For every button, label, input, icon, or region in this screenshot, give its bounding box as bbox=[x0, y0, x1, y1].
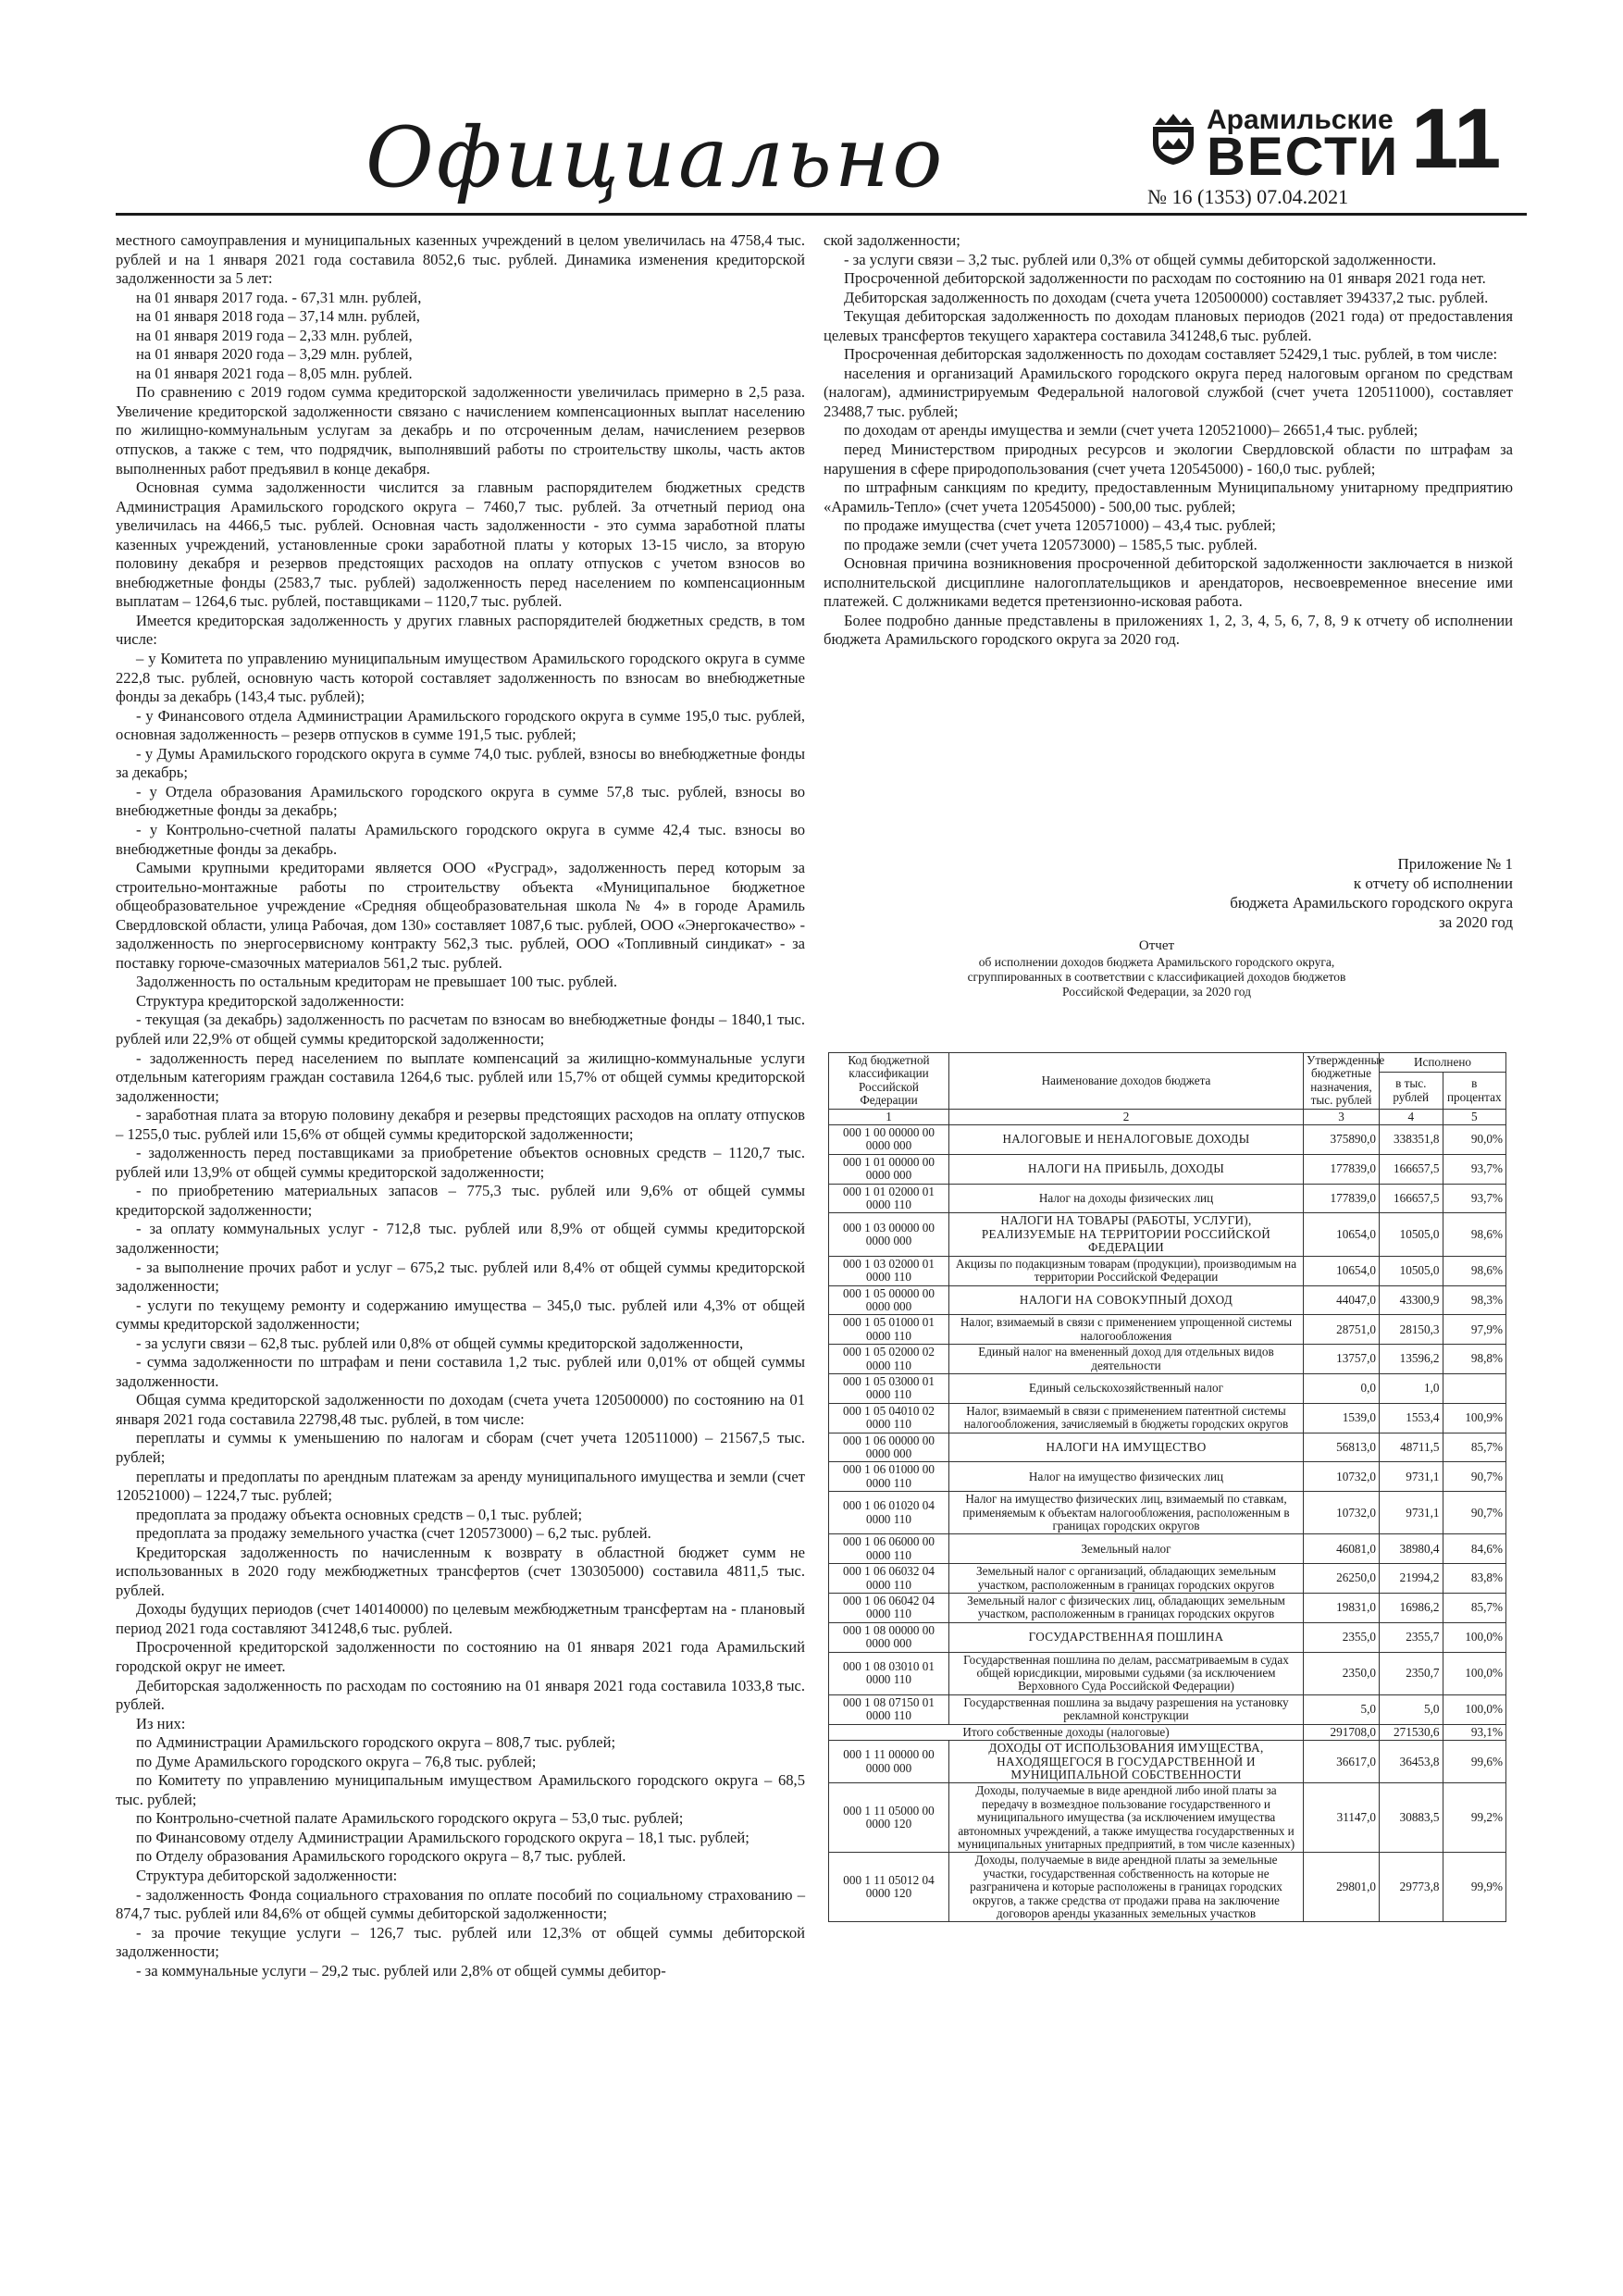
cell-name: Доходы, получаемые в виде арендной либо иной платы за передачу в возмездное пользование государственного и муниципального имущества (за исключением имущества автономных учреждений, а также имущества государственных и муниципальных унитарных предприятий, в том числе казенных) bbox=[949, 1783, 1304, 1853]
cell-approved: 44047,0 bbox=[1304, 1285, 1380, 1315]
table-row bbox=[829, 1315, 1506, 1345]
cell-code: 000 1 06 06032 04 0000 110 bbox=[829, 1564, 949, 1594]
paragraph: - заработная плата за вторую половину декабря и резервы предстоящих расходов на оплату отпусков – 1255,0 тыс. рублей или 15,6% от общей суммы кредиторской задолженности; bbox=[116, 1106, 805, 1143]
cell-code: 000 1 06 01020 04 0000 110 bbox=[829, 1492, 949, 1534]
cell-approved: 29801,0 bbox=[1304, 1853, 1380, 1922]
report-subtitle: Российской Федерации, за 2020 год bbox=[1062, 985, 1251, 999]
paragraph: по продаже земли (счет учета 120573000) – 1585,5 тыс. рублей. bbox=[844, 535, 1258, 553]
cell-executed: 5,0 bbox=[1380, 1694, 1443, 1724]
logo-line-1: Арамильские bbox=[1207, 105, 1394, 135]
newspaper-logo bbox=[1147, 97, 1406, 187]
cell-pct: 100,9% bbox=[1443, 1403, 1506, 1433]
cell-approved: 10732,0 bbox=[1304, 1492, 1380, 1534]
cell-approved: 2355,0 bbox=[1304, 1622, 1380, 1652]
table-body bbox=[829, 1125, 1506, 1922]
cell-pct: 99,2% bbox=[1443, 1783, 1506, 1853]
paragraph: По сравнению с 2019 годом сумма кредиторской задолженности увеличилась примерно в 2,5 раза. Увеличение кредиторской задолженности связано с начислением компенсационных выплат населению по жилищно-коммунальным услугам за декабрь и по отсроченным делам, начислением резервов отпусков, а также с тем, что подрядчик, выполнявший работы по строительству школы, часть актов выполненных работ предъявил в конце декабря. bbox=[116, 383, 805, 478]
paragraph: Дебиторская задолженность по доходам (счета учета 120500000) составляет 394337,2 тыс. рублей. bbox=[844, 288, 1489, 306]
cell-code: 000 1 11 00000 00 0000 000 bbox=[829, 1741, 949, 1783]
paragraph: Самыми крупными кредиторами является ООО «Русград», задолженность перед которым за строительно-монтажные работы по строительству объекта «Муниципальное бюджетное общеобразовательное учреждение «Средняя общеобразовательная школа № 4» в городе Арамиль Свердловской области, улица Рабочая, дом 130» составляет 1087,6 тыс. рублей, ООО «Энергокачество» - задолженность по энергосервисному контракту 562,3 тыс. рублей, ООО «Топливный синдикат» - за поставку горюче-смазочных материалов 561,2 тыс. рублей. bbox=[116, 859, 805, 972]
revenue-table bbox=[828, 1052, 1506, 1922]
table-row bbox=[829, 1594, 1506, 1623]
table-row bbox=[829, 1433, 1506, 1462]
cell-name: Земельный налог с организаций, обладающих земельным участком, расположенным в границах городских округов bbox=[949, 1564, 1304, 1594]
table-row bbox=[829, 1783, 1506, 1853]
header-approved: Утвержденные бюджетные назначения, тыс. рублей bbox=[1304, 1053, 1380, 1110]
table-row bbox=[829, 1724, 1506, 1740]
appendix-line: за 2020 год bbox=[1439, 913, 1513, 931]
table-row bbox=[829, 1652, 1506, 1694]
cell-pct: 90,0% bbox=[1443, 1125, 1506, 1155]
section-title: Официально bbox=[365, 109, 946, 206]
cell-executed: 9731,1 bbox=[1380, 1492, 1443, 1534]
header-executed: Исполнено bbox=[1380, 1053, 1506, 1073]
paragraph: ской задолженности; bbox=[824, 231, 960, 249]
cell-approved: 36617,0 bbox=[1304, 1741, 1380, 1783]
cell-name: Земельный налог bbox=[949, 1534, 1304, 1564]
paragraph: на 01 января 2018 года – 37,14 млн. рублей, bbox=[136, 307, 420, 326]
coat-of-arms-icon bbox=[1147, 112, 1199, 166]
cell-executed: 13596,2 bbox=[1380, 1345, 1443, 1374]
paragraph: перед Министерством природных ресурсов и экологии Свердловской области по штрафам за нарушения в сфере природопользования (счет учета 120545000) - 160,0 тыс. рублей; bbox=[824, 441, 1513, 478]
paragraph: - у Контрольно-счетной палаты Арамильского городского округа в сумме 42,4 тыс. взносы во внебюджетные фонды за декабрь. bbox=[116, 820, 805, 858]
cell-name: Налог, взимаемый в связи с применением упрощенной системы налогообложения bbox=[949, 1315, 1304, 1345]
cell-executed: 38980,4 bbox=[1380, 1534, 1443, 1564]
cell-name: Доходы, получаемые в виде арендной платы за земельные участки, государственная собственность на которые не разграничена и которые расположены в границах городских округов, а также средства от продажи права на заключение договоров аренды указанных земельных участков bbox=[949, 1853, 1304, 1922]
table-row bbox=[829, 1345, 1506, 1374]
cell-code: 000 1 11 05000 00 0000 120 bbox=[829, 1783, 949, 1853]
cell-name: Итого собственные доходы (налоговые) bbox=[829, 1724, 1304, 1740]
paragraph: - текущая (за декабрь) задолженность по расчетам по взносам во внебюджетные фонды – 1840,1 тыс. рублей или 22,9% от общей суммы кредиторской задолженности; bbox=[116, 1011, 805, 1048]
table-row bbox=[829, 1462, 1506, 1492]
paragraph: по Финансовому отделу Администрации Арамильского городского округа – 18,1 тыс. рублей; bbox=[136, 1828, 750, 1846]
cell-pct: 97,9% bbox=[1443, 1315, 1506, 1345]
cell-executed: 166657,5 bbox=[1380, 1154, 1443, 1184]
paragraph: - у Думы Арамильского городского округа в сумме 74,0 тыс. рублей, взносы во внебюджетные фонды за декабрь; bbox=[116, 744, 805, 782]
paragraph: по Думе Арамильского городского округа – 76,8 тыс. рублей; bbox=[136, 1752, 537, 1770]
cell-name: ГОСУДАРСТВЕННАЯ ПОШЛИНА bbox=[949, 1622, 1304, 1652]
paragraph: переплаты и предоплаты по арендным платежам за аренду муниципального имущества и земли (счет 120521000) – 1224,7 тыс. рублей; bbox=[116, 1467, 805, 1505]
paragraph: - по приобретению материальных запасов – 775,3 тыс. рублей или 9,6% от общей суммы кредиторской задолженности; bbox=[116, 1182, 805, 1219]
cell-name: Единый сельскохозяйственный налог bbox=[949, 1373, 1304, 1403]
cell-pct: 93,7% bbox=[1443, 1184, 1506, 1213]
cell-approved: 375890,0 bbox=[1304, 1125, 1380, 1155]
header-code: Код бюджетной классификации Российской Федерации bbox=[829, 1053, 949, 1110]
cell-approved: 56813,0 bbox=[1304, 1433, 1380, 1462]
cell-pct: 98,3% bbox=[1443, 1285, 1506, 1315]
cell-approved: 177839,0 bbox=[1304, 1154, 1380, 1184]
cell-executed: 48711,5 bbox=[1380, 1433, 1443, 1462]
cell-code: 000 1 08 00000 00 0000 000 bbox=[829, 1622, 949, 1652]
cell-pct: 90,7% bbox=[1443, 1492, 1506, 1534]
cell-executed: 29773,8 bbox=[1380, 1853, 1443, 1922]
paragraph: - сумма задолженности по штрафам и пени составила 1,2 тыс. рублей или 0,01% от общей суммы задолженности. bbox=[116, 1353, 805, 1390]
issue-number: № 16 (1353) 07.04.2021 bbox=[1147, 185, 1349, 208]
left-column bbox=[116, 231, 805, 1980]
paragraph: местного самоуправления и муниципальных казенных учреждений в целом увеличилась на 4758,4 тыс. рублей и на 1 января 2021 года составила 8052,6 тыс. рублей. Динамика изменения кредиторской задолженности за 5 лет: bbox=[116, 231, 805, 288]
paragraph: - задолженность перед поставщиками за приобретение объектов основных средств – 1120,7 тыс. рублей или 13,9% от общей суммы кредиторской задолженности; bbox=[116, 1144, 805, 1181]
cell-code: 000 1 00 00000 00 0000 000 bbox=[829, 1125, 949, 1155]
cell-executed: 10505,0 bbox=[1380, 1213, 1443, 1256]
cell-executed: 2350,7 bbox=[1380, 1652, 1443, 1694]
cell-code: 000 1 03 02000 01 0000 110 bbox=[829, 1256, 949, 1285]
cell-approved: 291708,0 bbox=[1304, 1724, 1380, 1740]
cell-pct: 84,6% bbox=[1443, 1534, 1506, 1564]
cell-executed: 36453,8 bbox=[1380, 1741, 1443, 1783]
appendix-line: бюджета Арамильского городского округа bbox=[1230, 894, 1513, 912]
paragraph: Имеется кредиторская задолженность у других главных распорядителей бюджетных средств, в том числе: bbox=[116, 611, 805, 649]
page-header bbox=[116, 92, 1522, 208]
paragraph: Просроченная дебиторская задолженность по доходам составляет 52429,1 тыс. рублей, в том числе: bbox=[844, 345, 1498, 364]
paragraph: - за прочие текущие услуги – 126,7 тыс. рублей или 12,3% от общей суммы дебиторской задолженности; bbox=[116, 1923, 805, 1961]
cell-approved: 10654,0 bbox=[1304, 1256, 1380, 1285]
paragraph: - за коммунальные услуги – 29,2 тыс. рублей или 2,8% от общей суммы дебитор- bbox=[136, 1961, 666, 1980]
cell-name: Государственная пошлина за выдачу разрешения на установку рекламной конструкции bbox=[949, 1694, 1304, 1724]
cell-pct: 100,0% bbox=[1443, 1622, 1506, 1652]
paragraph: на 01 января 2019 года – 2,33 млн. рублей, bbox=[136, 326, 413, 344]
table-row bbox=[829, 1622, 1506, 1652]
report-title-block bbox=[907, 937, 1406, 999]
table-row bbox=[829, 1564, 1506, 1594]
table-row bbox=[829, 1373, 1506, 1403]
cell-pct: 98,8% bbox=[1443, 1345, 1506, 1374]
cell-executed: 9731,1 bbox=[1380, 1462, 1443, 1492]
table-row bbox=[829, 1492, 1506, 1534]
table-row bbox=[829, 1184, 1506, 1213]
paragraph: по Отделу образования Арамильского городского округа – 8,7 тыс. рублей. bbox=[136, 1847, 626, 1866]
paragraph: по Администрации Арамильского городского округа – 808,7 тыс. рублей; bbox=[136, 1733, 616, 1752]
appendix-caption bbox=[1018, 854, 1513, 932]
cell-approved: 31147,0 bbox=[1304, 1783, 1380, 1853]
cell-code: 000 1 11 05012 04 0000 120 bbox=[829, 1853, 949, 1922]
report-subtitle: сгруппированных в соответствии с классификацией доходов бюджетов bbox=[967, 970, 1346, 984]
cell-code: 000 1 05 03000 01 0000 110 bbox=[829, 1373, 949, 1403]
cell-executed: 16986,2 bbox=[1380, 1594, 1443, 1623]
paragraph: Доходы будущих периодов (счет 140140000) по целевым межбюджетным трансфертам на - плановый период 2021 года составляют 341248,6 тыс. рублей. bbox=[116, 1600, 805, 1637]
cell-name: НАЛОГИ НА ТОВАРЫ (РАБОТЫ, УСЛУГИ), РЕАЛИЗУЕМЫЕ НА ТЕРРИТОРИИ РОССИЙСКОЙ ФЕДЕРАЦИИ bbox=[949, 1213, 1304, 1256]
table-row bbox=[829, 1125, 1506, 1155]
cell-pct: 90,7% bbox=[1443, 1462, 1506, 1492]
cell-pct: 100,0% bbox=[1443, 1652, 1506, 1694]
table-row bbox=[829, 1694, 1506, 1724]
cell-code: 000 1 05 02000 02 0000 110 bbox=[829, 1345, 949, 1374]
cell-code: 000 1 05 04010 02 0000 110 bbox=[829, 1403, 949, 1433]
table-row bbox=[829, 1213, 1506, 1256]
cell-executed: 1553,4 bbox=[1380, 1403, 1443, 1433]
cell-approved: 1539,0 bbox=[1304, 1403, 1380, 1433]
paragraph: на 01 января 2021 года – 8,05 млн. рублей. bbox=[136, 364, 413, 382]
page-number: 11 bbox=[1411, 92, 1502, 186]
cell-pct: 98,6% bbox=[1443, 1213, 1506, 1256]
cell-name: НАЛОГИ НА ПРИБЫЛЬ, ДОХОДЫ bbox=[949, 1154, 1304, 1184]
right-column bbox=[824, 231, 1513, 650]
cell-executed: 21994,2 bbox=[1380, 1564, 1443, 1594]
paragraph: по Комитету по управлению муниципальным имуществом Арамильского городского округа – 68,5 тыс. рублей; bbox=[116, 1771, 805, 1808]
cell-approved: 19831,0 bbox=[1304, 1594, 1380, 1623]
cell-code: 000 1 01 02000 01 0000 110 bbox=[829, 1184, 949, 1213]
paragraph: Структура дебиторской задолженности: bbox=[136, 1867, 398, 1885]
paragraph: Из них: bbox=[136, 1714, 186, 1732]
paragraph: Кредиторская задолженность по начисленным к возврату в областной бюджет сумм не использованных в 2020 году межбюджетных трансфертов (счет 130305000) составила 4811,5 тыс. рублей. bbox=[116, 1543, 805, 1599]
cell-name: Налог на имущество физических лиц bbox=[949, 1462, 1304, 1492]
paragraph: - за услуги связи – 62,8 тыс. рублей или 0,8% от общей суммы кредиторской задолженности, bbox=[136, 1334, 744, 1352]
header-exec-sum: в тыс. рублей bbox=[1380, 1073, 1443, 1109]
paragraph: - за выполнение прочих работ и услуг – 675,2 тыс. рублей или 8,4% от общей суммы кредиторской задолженности; bbox=[116, 1258, 805, 1296]
cell-approved: 28751,0 bbox=[1304, 1315, 1380, 1345]
paragraph: Основная причина возникновения просроченной дебиторской задолженности заключается в низкой исполнительской дисциплине налогоплательщиков и арендаторов, несвоевременное внесение ими платежей. С должниками ведется претензионно-исковая работа. bbox=[824, 554, 1513, 611]
cell-name: НАЛОГИ НА СОВОКУПНЫЙ ДОХОД bbox=[949, 1285, 1304, 1315]
paragraph: - у Отдела образования Арамильского городского округа в сумме 57,8 тыс. рублей, взносы во внебюджетные фонды за декабрь; bbox=[116, 782, 805, 820]
cell-pct: 98,6% bbox=[1443, 1256, 1506, 1285]
header-name: Наименование доходов бюджета bbox=[949, 1053, 1304, 1110]
paragraph: Основная сумма задолженности числится за главным распорядителем бюджетных средств Администрация Арамильского городского округа – 7460,7 тыс. рублей. За отчетный период она увеличилась на 4466,5 тыс. рублей. Основная часть задолженности - это сумма заработной платы казенных учреждений, установленные сроки заработной платы у которых 13-15 число, за вторую половину декабря и резервов предстоящих расходов на оплату отпусков с учетом взносов во внебюджетные фонды (2583,7 тыс. рублей) задолженность перед населением по компенсационным выплатам – 1264,6 тыс. рублей, поставщиками – 1120,7 тыс. рублей. bbox=[116, 478, 805, 611]
cell-executed: 10505,0 bbox=[1380, 1256, 1443, 1285]
cell-code: 000 1 06 06000 00 0000 110 bbox=[829, 1534, 949, 1564]
paragraph: населения и организаций Арамильского городского округа перед налоговым органом по средствам (налогам), администрируемым Федеральной налоговой службой (счет учета 120511000), составляет 23488,7 тыс. рублей; bbox=[824, 364, 1513, 420]
paragraph: Задолженность по остальным кредиторам не превышает 100 тыс. рублей. bbox=[136, 973, 618, 991]
paragraph: предоплата за продажу земельного участка (счет 120573000) – 6,2 тыс. рублей. bbox=[136, 1524, 651, 1543]
paragraph: - задолженность перед населением по выплате компенсаций за жилищно-коммунальные услуги отдельным категориям граждан составила 1264,6 тыс. рублей или 15,7% от общей суммы кредиторской задолженности; bbox=[116, 1049, 805, 1105]
cell-approved: 46081,0 bbox=[1304, 1534, 1380, 1564]
paragraph: по продаже имущества (счет учета 120571000) – 43,4 тыс. рублей; bbox=[844, 516, 1276, 535]
paragraph: по Контрольно-счетной палате Арамильского городского округа – 53,0 тыс. рублей; bbox=[136, 1809, 684, 1828]
column-index: 3 bbox=[1304, 1109, 1380, 1124]
paragraph: на 01 января 2020 года – 3,29 млн. рублей, bbox=[136, 345, 413, 364]
paragraph: на 01 января 2017 года. - 67,31 млн. рублей, bbox=[136, 288, 422, 306]
paragraph: Структура кредиторской задолженности: bbox=[136, 991, 404, 1010]
cell-name: Единый налог на вмененный доход для отдельных видов деятельности bbox=[949, 1345, 1304, 1374]
cell-pct: 100,0% bbox=[1443, 1694, 1506, 1724]
cell-executed: 271530,6 bbox=[1380, 1724, 1443, 1740]
report-subtitle: об исполнении доходов бюджета Арамильского городского округа, bbox=[978, 955, 1335, 969]
paragraph: - у Финансового отдела Администрации Арамильского городского округа в сумме 195,0 тыс. рублей, основная задолженность – резерв отпусков в сумме 191,5 тыс. рублей; bbox=[116, 706, 805, 744]
report-title: Отчет bbox=[1138, 938, 1175, 953]
table-row bbox=[829, 1256, 1506, 1285]
cell-name: Налог на имущество физических лиц, взимаемый по ставкам, применяемым к объектам налогообложения, расположенным в границах городских округов bbox=[949, 1492, 1304, 1534]
cell-pct bbox=[1443, 1373, 1506, 1403]
cell-approved: 2350,0 bbox=[1304, 1652, 1380, 1694]
cell-name: Налог на доходы физических лиц bbox=[949, 1184, 1304, 1213]
column-index: 4 bbox=[1380, 1109, 1443, 1124]
appendix-line: Приложение № 1 bbox=[1397, 855, 1513, 873]
cell-code: 000 1 01 00000 00 0000 000 bbox=[829, 1154, 949, 1184]
paragraph: - за оплату коммунальных услуг - 712,8 тыс. рублей или 8,9% от общей суммы кредиторской задолженности; bbox=[116, 1220, 805, 1257]
paragraph: - услуги по текущему ремонту и содержанию имущества – 345,0 тыс. рублей или 4,3% от общей суммы кредиторской задолженности; bbox=[116, 1296, 805, 1334]
paragraph: Текущая дебиторская задолженность по доходам плановых периодов (2021 года) от предоставления целевых трансфертов текущего характера составила 341248,6 тыс. рублей. bbox=[824, 307, 1513, 344]
cell-name: Акцизы по подакцизным товарам (продукции), производимым на территории Российской Федерации bbox=[949, 1256, 1304, 1285]
table-row bbox=[829, 1154, 1506, 1184]
table-row bbox=[829, 1285, 1506, 1315]
paragraph: Дебиторская задолженность по расходам по состоянию на 01 января 2021 года составила 1033,8 тыс. рублей. bbox=[116, 1676, 805, 1714]
logo-line-2: ВЕСТИ bbox=[1207, 127, 1400, 187]
column-index: 5 bbox=[1443, 1109, 1506, 1124]
cell-name: Государственная пошлина по делам, рассматриваемым в судах общей юрисдикции, мировыми судьями (за исключением Верховного Суда Российской Федерации) bbox=[949, 1652, 1304, 1694]
table-row bbox=[829, 1741, 1506, 1783]
cell-executed: 30883,5 bbox=[1380, 1783, 1443, 1853]
cell-pct: 99,6% bbox=[1443, 1741, 1506, 1783]
cell-approved: 5,0 bbox=[1304, 1694, 1380, 1724]
cell-code: 000 1 05 01000 01 0000 110 bbox=[829, 1315, 949, 1345]
cell-code: 000 1 03 00000 00 0000 000 bbox=[829, 1213, 949, 1256]
paragraph: Просроченной дебиторской задолженности по расходам по состоянию на 01 января 2021 года нет. bbox=[844, 269, 1486, 288]
appendix-line: к отчету об исполнении bbox=[1353, 875, 1513, 892]
cell-name: ДОХОДЫ ОТ ИСПОЛЬЗОВАНИЯ ИМУЩЕСТВА, НАХОДЯЩЕГОСЯ В ГОСУДАРСТВЕННОЙ И МУНИЦИПАЛЬНОЙ СОБСТВЕННОСТИ bbox=[949, 1741, 1304, 1783]
cell-code: 000 1 08 07150 01 0000 110 bbox=[829, 1694, 949, 1724]
cell-pct: 93,1% bbox=[1443, 1724, 1506, 1740]
paragraph: Просроченной кредиторской задолженности по состоянию на 01 января 2021 года Арамильский городской округ не имеет. bbox=[116, 1638, 805, 1676]
column-index: 1 bbox=[829, 1109, 949, 1124]
paragraph: предоплата за продажу объекта основных средств – 0,1 тыс. рублей; bbox=[136, 1505, 583, 1523]
cell-executed: 28150,3 bbox=[1380, 1315, 1443, 1345]
paragraph: по доходам от аренды имущества и земли (счет учета 120521000)– 26651,4 тыс. рублей; bbox=[844, 421, 1419, 440]
cell-name: Налог, взимаемый в связи с применением патентной системы налогообложения, зачисляемый в бюджеты городских округов bbox=[949, 1403, 1304, 1433]
cell-pct: 85,7% bbox=[1443, 1433, 1506, 1462]
cell-code: 000 1 06 00000 00 0000 000 bbox=[829, 1433, 949, 1462]
cell-code: 000 1 05 00000 00 0000 000 bbox=[829, 1285, 949, 1315]
cell-executed: 338351,8 bbox=[1380, 1125, 1443, 1155]
paragraph: Более подробно данные представлены в приложениях 1, 2, 3, 4, 5, 6, 7, 8, 9 к отчету об исполнении бюджета Арамильского городского округа за 2020 год. bbox=[824, 611, 1513, 649]
cell-code: 000 1 06 06042 04 0000 110 bbox=[829, 1594, 949, 1623]
cell-pct: 85,7% bbox=[1443, 1594, 1506, 1623]
table-row bbox=[829, 1534, 1506, 1564]
cell-pct: 93,7% bbox=[1443, 1154, 1506, 1184]
cell-name: НАЛОГОВЫЕ И НЕНАЛОГОВЫЕ ДОХОДЫ bbox=[949, 1125, 1304, 1155]
column-index: 2 bbox=[949, 1109, 1304, 1124]
cell-code: 000 1 06 01000 00 0000 110 bbox=[829, 1462, 949, 1492]
cell-approved: 13757,0 bbox=[1304, 1345, 1380, 1374]
cell-approved: 10654,0 bbox=[1304, 1213, 1380, 1256]
cell-approved: 26250,0 bbox=[1304, 1564, 1380, 1594]
cell-executed: 166657,5 bbox=[1380, 1184, 1443, 1213]
column-index-row bbox=[829, 1109, 1506, 1124]
cell-name: Земельный налог с физических лиц, обладающих земельным участком, расположенным в границах городских округов bbox=[949, 1594, 1304, 1623]
table-row bbox=[829, 1853, 1506, 1922]
cell-executed: 2355,7 bbox=[1380, 1622, 1443, 1652]
paragraph: переплаты и суммы к уменьшению по налогам и сборам (счет учета 120511000) – 21567,5 тыс. рублей; bbox=[116, 1429, 805, 1466]
paragraph: Общая сумма кредиторской задолженности по доходам (счета учета 120500000) по состоянию на 01 января 2021 года составила 22798,48 тыс. рублей, в том числе: bbox=[116, 1391, 805, 1428]
cell-executed: 43300,9 bbox=[1380, 1285, 1443, 1315]
cell-pct: 99,9% bbox=[1443, 1853, 1506, 1922]
table-row bbox=[829, 1403, 1506, 1433]
cell-approved: 10732,0 bbox=[1304, 1462, 1380, 1492]
header-rule bbox=[116, 213, 1527, 216]
cell-code: 000 1 08 03010 01 0000 110 bbox=[829, 1652, 949, 1694]
cell-approved: 0,0 bbox=[1304, 1373, 1380, 1403]
paragraph: – у Комитета по управлению муниципальным имуществом Арамильского городского округа в сумме 222,8 тыс. рублей, основную часть которой составляет задолженность по взносам во внебюджетные фонды за декабрь (143,4 тыс. рублей); bbox=[116, 650, 805, 706]
paragraph: - за услуги связи – 3,2 тыс. рублей или 0,3% от общей суммы дебиторской задолженности. bbox=[844, 250, 1437, 268]
cell-approved: 177839,0 bbox=[1304, 1184, 1380, 1213]
cell-name: НАЛОГИ НА ИМУЩЕСТВО bbox=[949, 1433, 1304, 1462]
header-exec-pct: в процентах bbox=[1443, 1073, 1506, 1109]
paragraph: по штрафным санкциям по кредиту, предоставленным Муниципальному унитарному предприятию «Арамиль-Тепло» (счет учета 120545000) - 500,00 тыс. рублей; bbox=[824, 478, 1513, 515]
cell-executed: 1,0 bbox=[1380, 1373, 1443, 1403]
paragraph: - задолженность Фонда социального страхования по оплате пособий по социальному страхованию – 874,7 тыс. рублей или 84,6% от общей суммы дебиторской задолженности; bbox=[116, 1885, 805, 1923]
cell-pct: 83,8% bbox=[1443, 1564, 1506, 1594]
